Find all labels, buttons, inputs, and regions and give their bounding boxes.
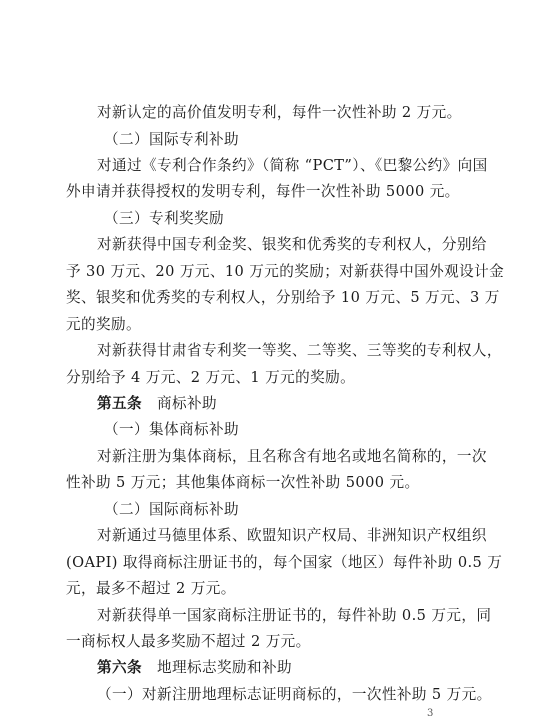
paragraph-line: 对新注册为集体商标，且名称含有地名或地名简称的，一次	[97, 448, 487, 465]
paragraph-line: 对新获得甘肃省专利奖一等奖、二等奖、三等奖的专利权人，	[97, 342, 502, 359]
paragraph-line: 对新通过马德里体系、欧盟知识产权局、非洲知识产权组织	[97, 527, 487, 544]
section-heading: （二）国际商标补助	[104, 501, 239, 518]
paragraph-line: 性补助 5 万元；其他集体商标一次性补助 5000 元。	[66, 474, 420, 491]
section-heading: （二）国际专利补助	[104, 131, 239, 148]
paragraph-line: 对通过《专利合作条约》（简称 “PCT”）、《巴黎公约》向国	[97, 157, 488, 174]
paragraph-line: 对新获得中国专利金奖、银奖和优秀奖的专利权人，分别给	[97, 236, 487, 253]
paragraph-line: (OAPI) 取得商标注册证书的，每个国家（地区）每件补助 0.5 万	[66, 554, 503, 571]
paragraph-line: 对新获得单一国家商标注册证书的，每件补助 0.5 万元，同	[97, 607, 492, 624]
paragraph-line: 分别给予 4 万元、2 万元、1 万元的奖励。	[66, 369, 356, 386]
paragraph-line: （一）对新注册地理标志证明商标的，一次性补助 5 万元。	[97, 686, 492, 703]
paragraph-line: 元的奖励。	[66, 316, 141, 333]
paragraph-line: 外申请并获得授权的发明专利，每件一次性补助 5000 元。	[66, 183, 460, 200]
article-title: 地理标志奖励和补助	[157, 659, 292, 676]
section-heading: （三）专利奖奖励	[104, 210, 224, 227]
page-number: 3	[427, 708, 434, 719]
article-number: 第六条	[97, 659, 142, 676]
paragraph-line: 对新认定的高价值发明专利，每件一次性补助 2 万元。	[97, 104, 462, 121]
section-heading: （一）集体商标补助	[104, 421, 239, 438]
article-title: 商标补助	[157, 395, 217, 412]
paragraph-line: 一商标权人最多奖励不超过 2 万元。	[66, 633, 311, 650]
article-number: 第五条	[97, 395, 142, 412]
paragraph-line: 予 30 万元、20 万元、10 万元的奖励；对新获得中国外观设计金	[66, 263, 505, 280]
paragraph-line: 奖、银奖和优秀奖的专利权人，分别给予 10 万元、5 万元、3 万	[66, 289, 500, 306]
paragraph-line: 元，最多不超过 2 万元。	[66, 580, 236, 597]
